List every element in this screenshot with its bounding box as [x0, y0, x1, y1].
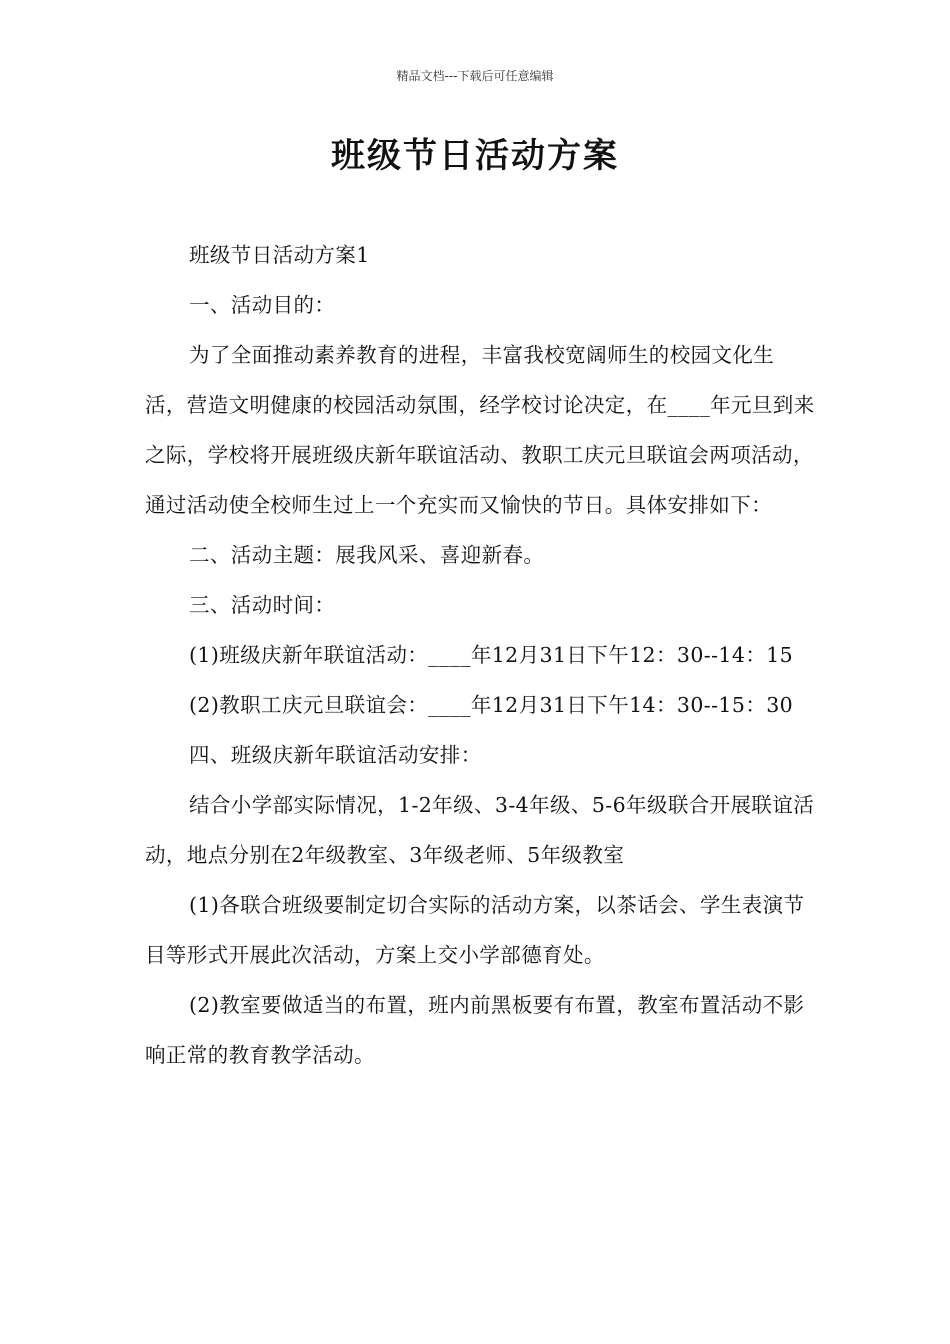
paragraph-time-heading: 三、活动时间： — [189, 593, 336, 617]
document-body — [145, 230, 815, 1080]
paragraph-purpose: 为了全面推动素养教育的进程，丰富我校宽阔师生的校园文化生活，营造文明健康的校园活动氛围，经学校讨论决定，在____年元旦到来之际，学校将开展班级庆新年联谊活动、教职工庆元旦联谊会两项活动，通过活动使全校师生过上一个充实而又愉快的节日。具体安排如下： — [145, 343, 815, 517]
paragraph-item-2: (2)教室要做适当的布置，班内前黑板要有布置，教室布置活动不影响正常的教育教学活动。 — [145, 993, 805, 1067]
paragraph-time-1: (1)班级庆新年联谊活动：____年12月31日下午12：30--14：15 — [189, 643, 794, 667]
paragraph-arrangement-heading: 四、班级庆新年联谊活动安排： — [189, 743, 482, 767]
header-note: 精品文档---下载后可任意编辑 — [396, 69, 554, 83]
paragraph-theme: 二、活动主题：展我风采、喜迎新春。 — [189, 543, 545, 567]
paragraph-purpose-heading: 一、活动目的： — [189, 293, 336, 317]
paragraph-item-1: (1)各联合班级要制定切合实际的活动方案，以茶话会、学生表演节目等形式开展此次活动，方案上交小学部德育处。 — [145, 893, 805, 967]
paragraph-time-2: (2)教职工庆元旦联谊会：____年12月31日下午14：30--15：30 — [189, 693, 794, 717]
paragraph-arrangement: 结合小学部实际情况，1-2年级、3-4年级、5-6年级联合开展联谊活动，地点分别在2年级教室、3年级老师、5年级教室 — [145, 793, 815, 867]
document-title: 班级节日活动方案 — [331, 136, 619, 176]
section-heading: 班级节日活动方案1 — [189, 243, 370, 267]
